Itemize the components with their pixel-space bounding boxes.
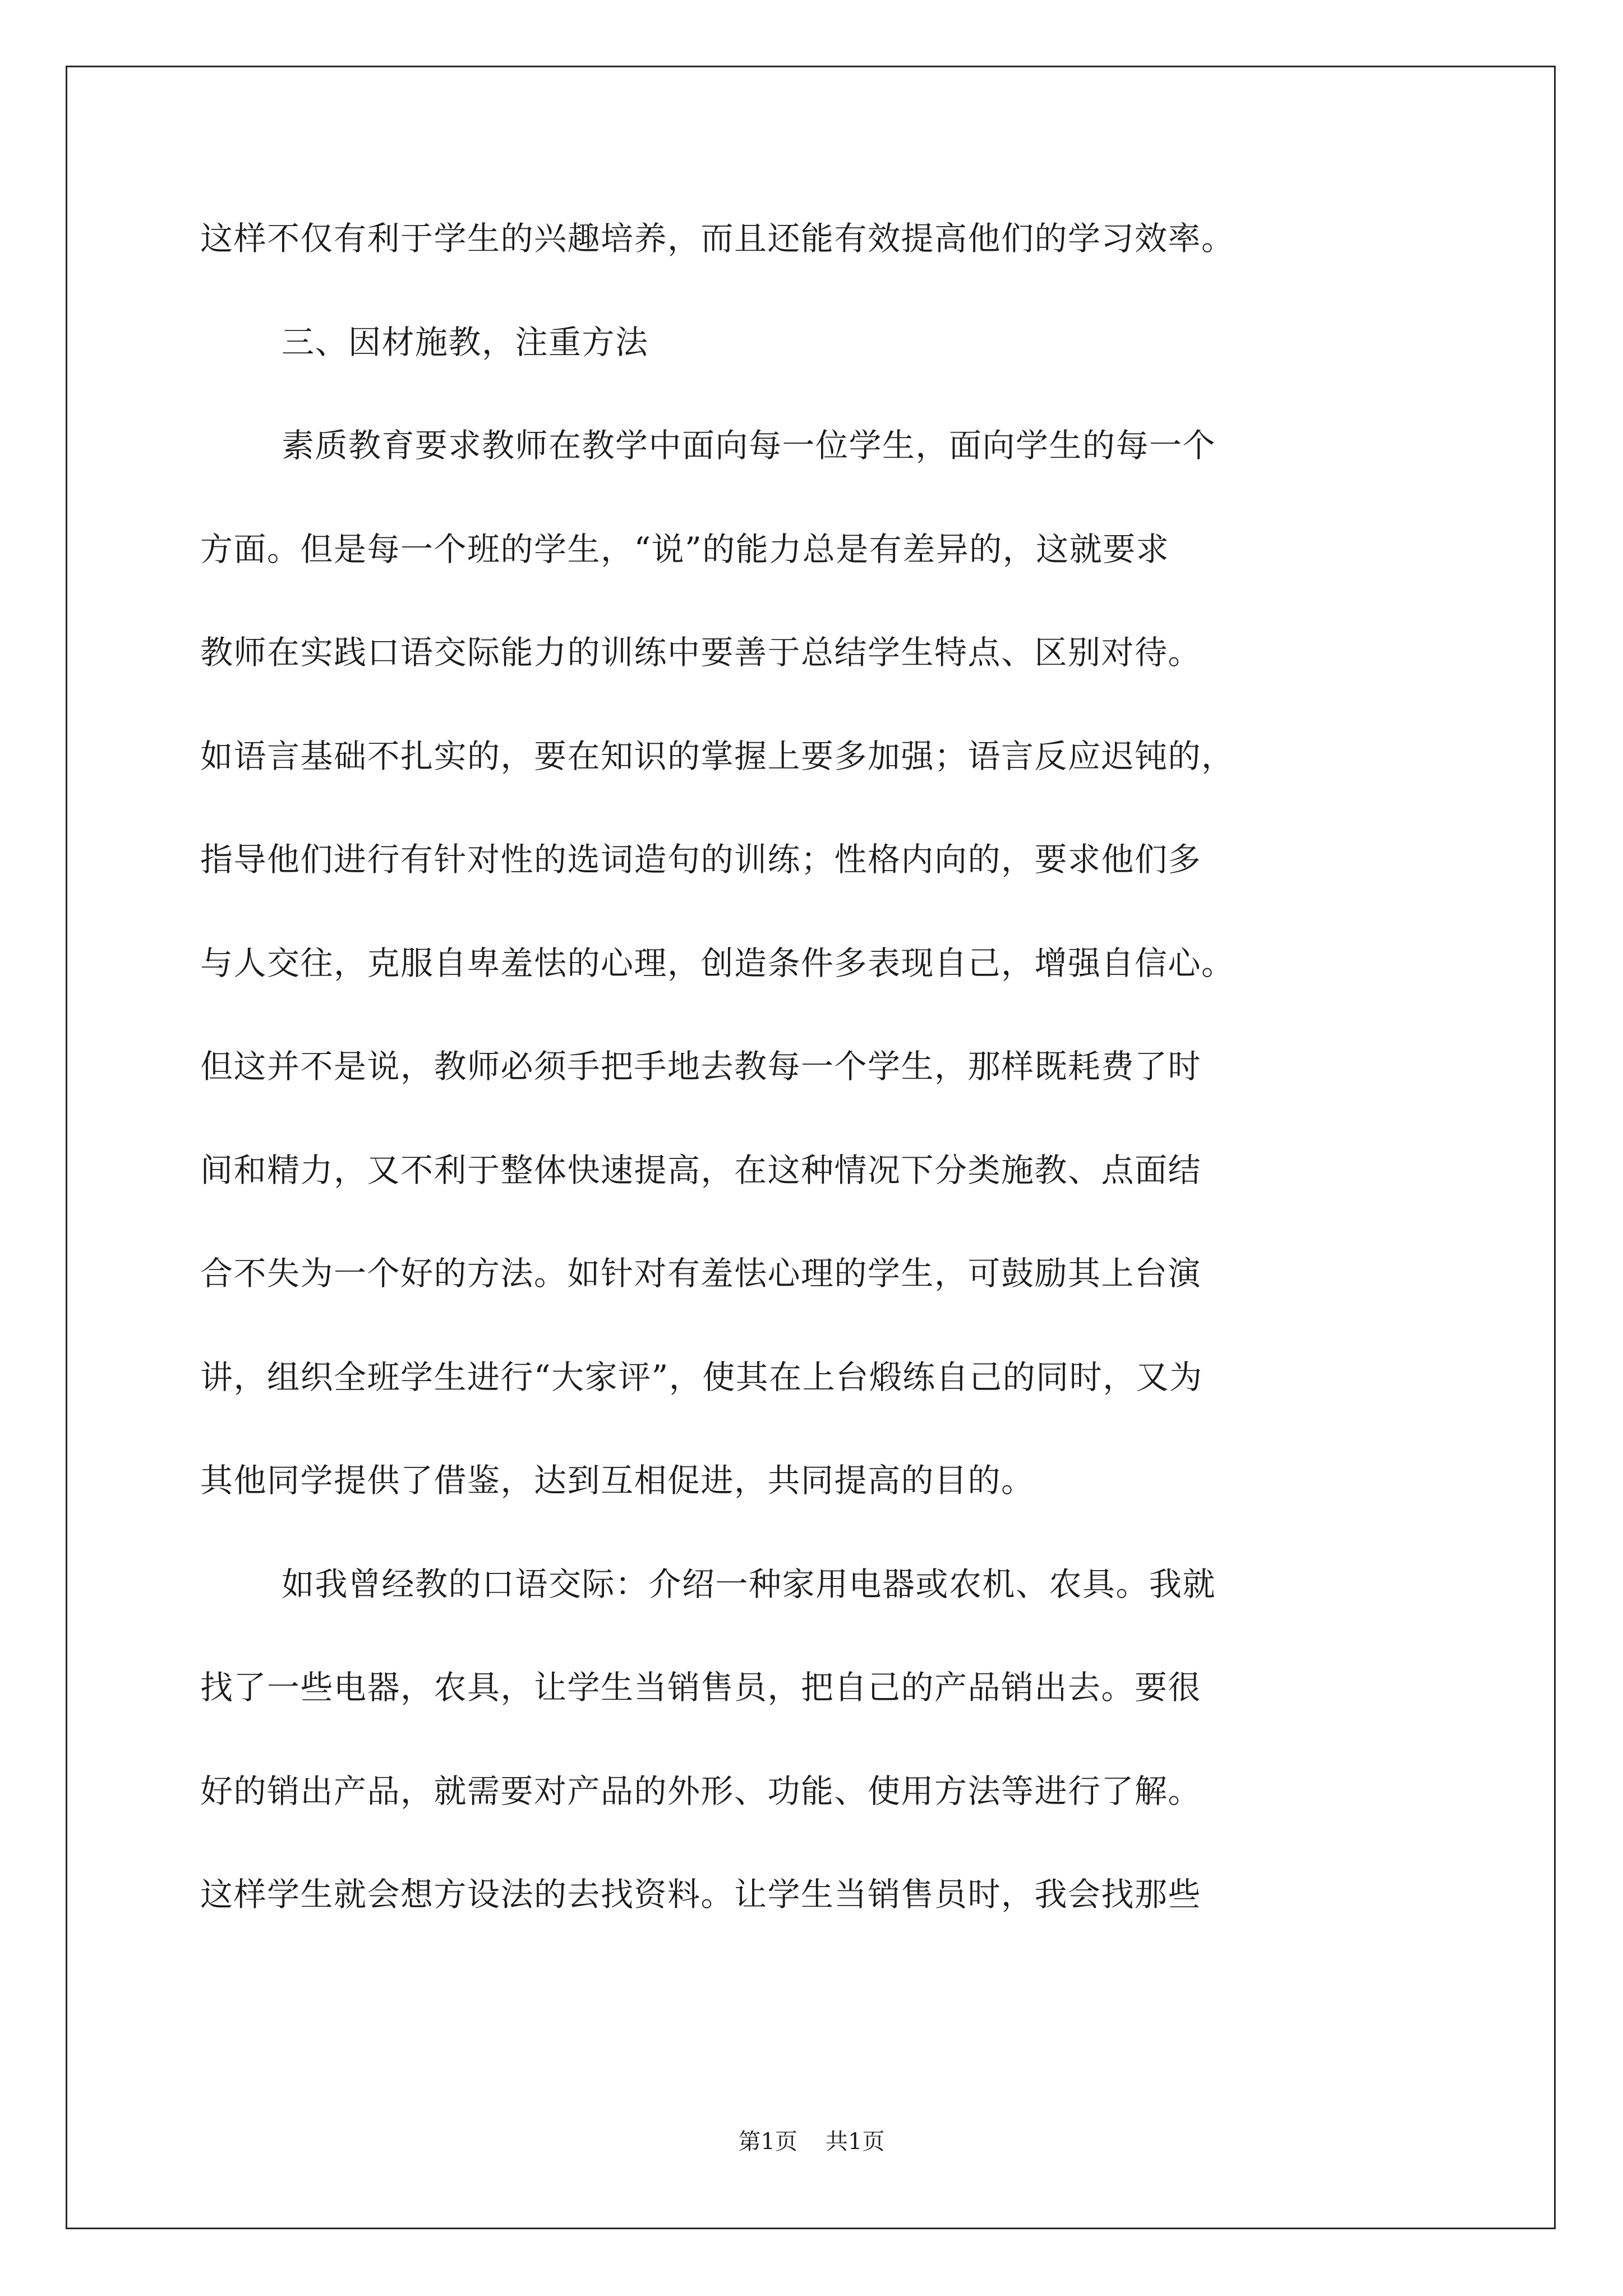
text-line: 但这并不是说，教师必须手把手地去教每一个学生，那样既耗费了时 [200, 1047, 1202, 1085]
page-total: 共1页 [826, 2129, 885, 2155]
section-heading: 三、因材施教，注重方法 [282, 323, 649, 361]
text-line: 指导他们进行有针对性的选词造句的训练；性格内向的，要求他们多 [200, 840, 1202, 878]
page-footer [0, 2128, 1623, 2155]
text-line: 教师在实践口语交际能力的训练中要善于总结学生特点、区别对待。 [200, 633, 1202, 671]
text-line: 间和精力，又不利于整体快速提高，在这种情况下分类施教、点面结 [200, 1151, 1202, 1189]
page-number: 第1页 [738, 2129, 797, 2155]
text-line: 素质教育要求教师在教学中面向每一位学生，面向学生的每一个 [282, 426, 1216, 464]
text-line: 如语言基础不扎实的，要在知识的掌握上要多加强；语言反应迟钝的， [200, 737, 1235, 775]
text-line: 这样不仅有利于学生的兴趣培养，而且还能有效提高他们的学习效率。 [200, 219, 1235, 257]
text-line: 如我曾经教的口语交际：介绍一种家用电器或农机、农具。我就 [282, 1565, 1216, 1603]
text-line: 其他同学提供了借鉴，达到互相促进，共同提高的目的。 [200, 1461, 1035, 1499]
document-body [200, 219, 1434, 1981]
text-line: 与人交往，克服自卑羞怯的心理，创造条件多表现自己，增强自信心。 [200, 944, 1235, 982]
text-line: 好的销出产品，就需要对产品的外形、功能、使用方法等进行了解。 [200, 1772, 1202, 1810]
text-line: 讲，组织全班学生进行“大家评”，使其在上台煅练自己的同时，又为 [200, 1358, 1203, 1396]
text-line: 合不失为一个好的方法。如针对有羞怯心理的学生，可鼓励其上台演 [200, 1254, 1202, 1292]
text-line: 方面。但是每一个班的学生，“说”的能力总是有差异的，这就要求 [200, 530, 1170, 568]
text-line: 这样学生就会想方设法的去找资料。让学生当销售员时，我会找那些 [200, 1875, 1202, 1913]
text-line: 找了一些电器，农具，让学生当销售员，把自己的产品销出去。要很 [200, 1668, 1202, 1706]
